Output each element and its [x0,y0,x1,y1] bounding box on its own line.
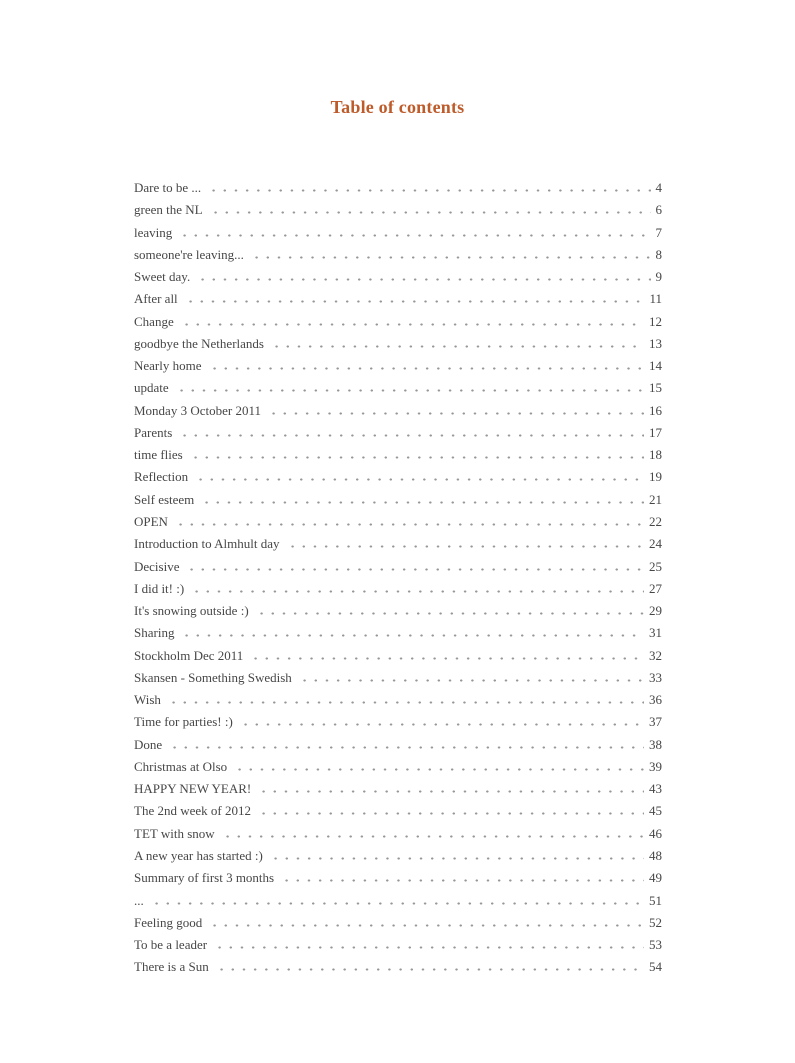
toc-entry-page: 49 [649,870,662,886]
toc-entry [134,756,662,778]
toc-entry-page: 43 [649,781,662,797]
toc-entry-page: 13 [649,335,662,351]
toc-entry-label: Introduction to Almhult day [134,536,280,552]
toc-dot-leader [176,389,644,392]
toc-entry [134,689,662,711]
toc-entry [134,333,662,355]
toc-entry-page: 32 [649,647,662,663]
toc-dot-leader [270,857,644,860]
toc-dot-leader [179,434,644,437]
toc-dot-leader [208,189,650,192]
toc-entry-page: 17 [649,424,662,440]
toc-entry [134,444,662,466]
toc-entry-label: HAPPY NEW YEAR! [134,781,252,797]
toc-entry [134,823,662,845]
toc-dot-leader [214,946,644,949]
toc-entry-page: 15 [649,380,662,396]
toc-dot-leader [151,902,644,905]
toc-entry [134,422,662,444]
toc-dot-leader [287,545,644,548]
toc-entry-label: Monday 3 October 2011 [134,402,261,418]
toc-entry [134,222,662,244]
toc-entry-label: Done [134,736,163,752]
toc-entry [134,600,662,622]
toc-entry-label: Feeling good [134,914,203,930]
toc-entry-page: 8 [655,246,662,262]
toc-entry [134,556,662,578]
toc-entry-label: Dare to be ... [134,180,202,195]
toc-entry-label: Self esteem [134,491,195,507]
toc-dot-leader [299,679,644,682]
toc-entry-label: Skansen - Something Swedish [134,669,292,685]
toc-dot-leader [185,300,645,303]
toc-entry [134,867,662,889]
toc-entry [134,355,662,377]
toc-dot-leader [216,968,644,971]
toc-entry-page: 53 [649,937,662,953]
toc-dot-leader [271,345,644,348]
toc-entry-page: 27 [649,580,662,596]
toc-entry-label: OPEN [134,513,168,529]
toc-entry-page: 22 [649,513,662,529]
toc-entry [134,177,662,199]
toc-entry-label: Reflection [134,469,189,485]
toc-dot-leader [169,746,644,749]
toc-dot-leader [175,523,644,526]
toc-entry-label: There is a Sun [134,959,209,975]
toc-entry-label: Nearly home [134,358,202,374]
toc-entry-page: 51 [649,892,662,908]
toc-entry-page: 46 [649,825,662,841]
toc-dot-leader [250,657,644,660]
toc-entry-page: 52 [649,914,662,930]
toc-dot-leader [209,367,644,370]
toc-entry [134,311,662,333]
toc-entry-page: 54 [649,959,662,975]
toc-entry-label: goodbye the Netherlands [134,335,264,351]
toc-dot-leader [168,701,644,704]
toc-entry-label: Parents [134,424,173,440]
toc-entry [134,734,662,756]
toc-entry [134,578,662,600]
toc-entry [134,667,662,689]
toc-entry-page: 39 [649,758,662,774]
toc-dot-leader [197,278,650,281]
toc-entry [134,800,662,822]
toc-entry-page: 31 [649,625,662,641]
toc-dot-leader [190,456,644,459]
toc-dot-leader [181,634,644,637]
toc-entry-label: TET with snow [134,825,215,841]
toc-entry-page: 25 [649,558,662,574]
toc-entry-label: Summary of first 3 months [134,870,275,886]
toc-entry-page: 19 [649,469,662,485]
toc-entry-page: 6 [655,202,662,218]
toc-dot-leader [258,790,644,793]
toc-entry-label: Decisive [134,558,180,574]
toc-entry-page: 7 [655,224,662,240]
toc-entry-page: 16 [649,402,662,418]
toc-entry [134,266,662,288]
toc-entry-label: Stockholm Dec 2011 [134,647,244,663]
toc-entry-label: To be a leader [134,937,208,953]
toc-entry [134,511,662,533]
toc-entry-label: someone're leaving... [134,246,244,262]
toc-entry [134,533,662,555]
toc-dot-leader [256,612,644,615]
toc-entry-label: leaving [134,224,173,240]
toc-list [134,177,662,979]
toc-entry [134,400,662,422]
toc-entry [134,199,662,221]
toc-entry-page: 48 [649,847,662,863]
toc-entry-label: update [134,380,169,396]
toc-dot-leader [195,478,644,481]
toc-entry-label: Change [134,313,174,329]
toc-entry-page: 4 [655,180,662,195]
toc-entry [134,845,662,867]
toc-entry-label: I did it! :) [134,580,185,596]
page-title: Table of contents [330,97,465,117]
toc-entry [134,778,662,800]
toc-entry-label: Sharing [134,625,175,641]
toc-entry-label: Wish [134,692,161,708]
toc-dot-leader [181,323,644,326]
toc-entry [134,489,662,511]
toc-entry [134,934,662,956]
toc-entry [134,956,662,978]
toc-dot-leader [186,568,644,571]
toc-entry-page: 12 [649,313,662,329]
toc-entry-page: 38 [649,736,662,752]
toc-dot-leader [191,590,644,593]
toc-entry-label: Christmas at Olso [134,758,228,774]
toc-entry [134,377,662,399]
toc-entry-page: 45 [649,803,662,819]
toc-entry [134,890,662,912]
toc-dot-leader [281,879,644,882]
toc-entry [134,244,662,266]
toc-entry-label: The 2nd week of 2012 [134,803,251,819]
toc-dot-leader [251,256,651,259]
toc-entry-page: 36 [649,692,662,708]
toc-entry-label: It's snowing outside :) [134,603,249,619]
toc-dot-leader [234,768,644,771]
toc-entry-page: 29 [649,603,662,619]
toc-dot-leader [179,234,650,237]
toc-entry-label: green the NL [134,202,203,218]
toc-entry-page: 37 [649,714,662,730]
toc-dot-leader [240,723,644,726]
toc-entry [134,711,662,733]
toc-entry-page: 9 [655,269,662,285]
toc-entry [134,645,662,667]
toc-entry-label: ... [134,892,144,908]
toc-dot-leader [209,924,644,927]
toc-entry-page: 21 [649,491,662,507]
toc-dot-leader [268,412,644,415]
toc-dot-leader [210,211,651,214]
toc-entry-label: Time for parties! :) [134,714,233,730]
toc-entry [134,622,662,644]
toc-entry-page: 24 [649,536,662,552]
toc-dot-leader [258,812,644,815]
toc-entry-page: 14 [649,358,662,374]
toc-entry [134,466,662,488]
toc-entry [134,288,662,310]
toc-entry-label: Sweet day. [134,269,191,285]
toc-dot-leader [201,501,644,504]
toc-entry-label: A new year has started :) [134,847,263,863]
toc-entry-page: 11 [649,291,662,307]
toc-entry-page: 33 [649,669,662,685]
toc-entry-page: 18 [649,447,662,463]
toc-entry [134,912,662,934]
toc-dot-leader [222,835,644,838]
toc-entry-label: time flies [134,447,183,463]
toc-entry-label: After all [134,291,178,307]
